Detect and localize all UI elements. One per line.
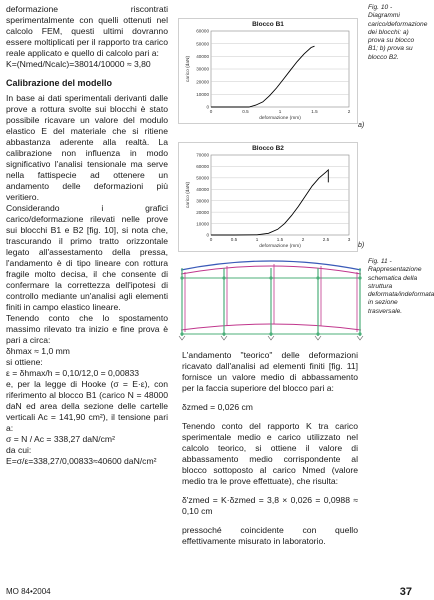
formula-dh: δhmax ≈ 1,0 mm [6,346,70,356]
y-tick-label: 20000 [196,209,209,215]
x-tick-label: 0.5 [242,109,249,114]
paragraph-intro: deformazione riscontrati sperimentalmente con quelli ottenuti nel calcolo FEM, questi ultimi dovranno essere moltiplicati per il rapporto tra carico reale applicato e quello di calcolo pari a: [6,4,168,58]
y-tick-label: 70000 [196,152,209,158]
x-axis-label: deformazione (mm) [259,244,301,249]
x-tick-label: 1.5 [276,237,284,242]
paragraph-ratio: Tenendo conto del rapporto K tra carico sperimentale medio e carico utilizzato nel calcolo teorico, si ottiene il valore di abbassamento medio corrispondente al blocco sottoposto al carico Nmed (valore medio tra le prove effettuate), che risulta: [182,421,358,486]
y-tick-label: 10000 [196,92,209,98]
text-da-cui: da cui: [6,445,32,455]
paragraph-hooke: e, per la legge di Hooke (σ = E·ε), con riferimento al blocco B1 (carico N = 48000 daN ed area della sezione delle cartelle verticali Ac = 141,90 cm²), il tensione pari a: [6,379,168,433]
y-tick-label: 30000 [196,198,209,204]
formula-dz2: δ'zmed = K·δzmed = 3,8 × 0,026 = 0,0988 ≈ 0,10 cm [182,495,358,516]
x-tick-label: 1.5 [311,109,318,114]
section-heading: Calibrazione del modello [6,78,113,88]
x-tick-label: 2 [347,109,351,114]
caption-fig10: Fig. 10 - Diagrammi carico/deformazione dei blocchi: a) prova su blocco B1; b) prova su blocco B2. [368,4,428,61]
y-tick-label: 40000 [196,54,209,60]
y-tick-label: 50000 [196,175,209,181]
paragraph-graphs: Considerando i grafici carico/deformazione rilevati nelle prove sui blocchi B1 e B2 [fig. 10], si nota che, trascurando il primo tratto orizzontale legato all'assestamento della pressa, l'andamento è di tipo lineare con rottura fragile molto decisa, il che consente di confermare la correttezza dell'ipotesi di controllo mediante un'analisi agli elementi finiti in campo elastico lineare. [6,203,168,312]
paragraph-fem: L'andamento "teorico" delle deformazioni ricavato dall'analisi ad elementi finiti [fig. 11] fornisce un valore medio di abbassamento per la faccia superiore del blocco pari a: [182,350,358,393]
x-tick-label: 2.5 [322,237,330,242]
y-tick-label: 10000 [196,221,209,227]
formula-k: K=(Nmed/Ncalc)=38014/10000 ≈ 3,80 [6,59,151,69]
x-axis-label: deformazione (mm) [259,116,301,121]
y-tick-label: 50000 [196,41,209,47]
y-tick-label: 20000 [196,79,209,85]
y-tick-label: 0 [206,104,209,110]
panel-label-a: a) [358,122,365,129]
x-tick-label: 0.5 [230,237,238,242]
x-tick-label: 3 [347,237,351,242]
panel-label-b: b) [358,242,365,249]
x-tick-label: 1 [278,109,282,114]
footer-issue: MO 84•2004 [6,587,51,596]
chart-b1-svg [179,19,357,123]
text-si-ottiene: si ottiene: [6,357,43,367]
plot-area [211,155,349,235]
y-tick-label: 60000 [196,28,209,34]
y-tick-label: 0 [206,232,209,238]
paragraph-calibration: In base ai dati sperimentali derivanti dalle prove a rottura svolte sui blocchi è stato possibile ricavare un valore del modulo elastico E del materiale che si ritiene abbastanza aderente alla realtà. La calibrazione non influenza in modo significativo l'analisi tensionale ma serve nella fattispecie ad ottenere un andamento delle deformazioni più veritiero. [6,93,168,202]
x-tick-label: 2 [301,237,305,242]
fem-deformed-structure [178,254,364,342]
x-tick-label: 1 [255,237,259,242]
chart-b1-title: Blocco B1 [252,21,284,28]
formula-dz: δzmed = 0,026 cm [182,402,253,412]
page-number: 37 [399,586,412,598]
chart-b1 [178,18,358,124]
caption-fig11: Fig. 11 - Rappresentazione schematica della struttura deformata/indeformata in sezione trasversale. [368,258,434,315]
x-tick-label: 0 [209,237,213,242]
paragraph-conclusion: pressoché coincidente con quello effettivamente misurato in laboratorio. [182,525,358,546]
x-tick-label: 0 [209,109,213,114]
y-tick-label: 40000 [196,186,209,192]
paragraph-displacement: Tenendo conto che lo spostamento massimo rilevato tra inizio e fine prova è pari a circa: [6,313,168,345]
chart-b2-svg [179,143,357,251]
formula-modulus: E=σ/ε=338,27/0,00833≈40600 daN/cm² [6,456,157,466]
left-column [6,4,168,467]
y-axis-label: carico (daN) [186,55,191,83]
formula-sigma: σ = N / Ac = 338,27 daN/cm² [6,434,115,444]
y-tick-label: 60000 [196,164,209,170]
formula-epsilon: ε = δhmax/h = 0,10/12,0 = 0,00833 [6,368,140,378]
y-tick-label: 30000 [196,66,209,72]
mid-column-text [182,350,358,547]
chart-b2-title: Blocco B2 [252,145,284,152]
y-axis-label: carico (daN) [186,181,191,209]
chart-b2 [178,142,358,252]
